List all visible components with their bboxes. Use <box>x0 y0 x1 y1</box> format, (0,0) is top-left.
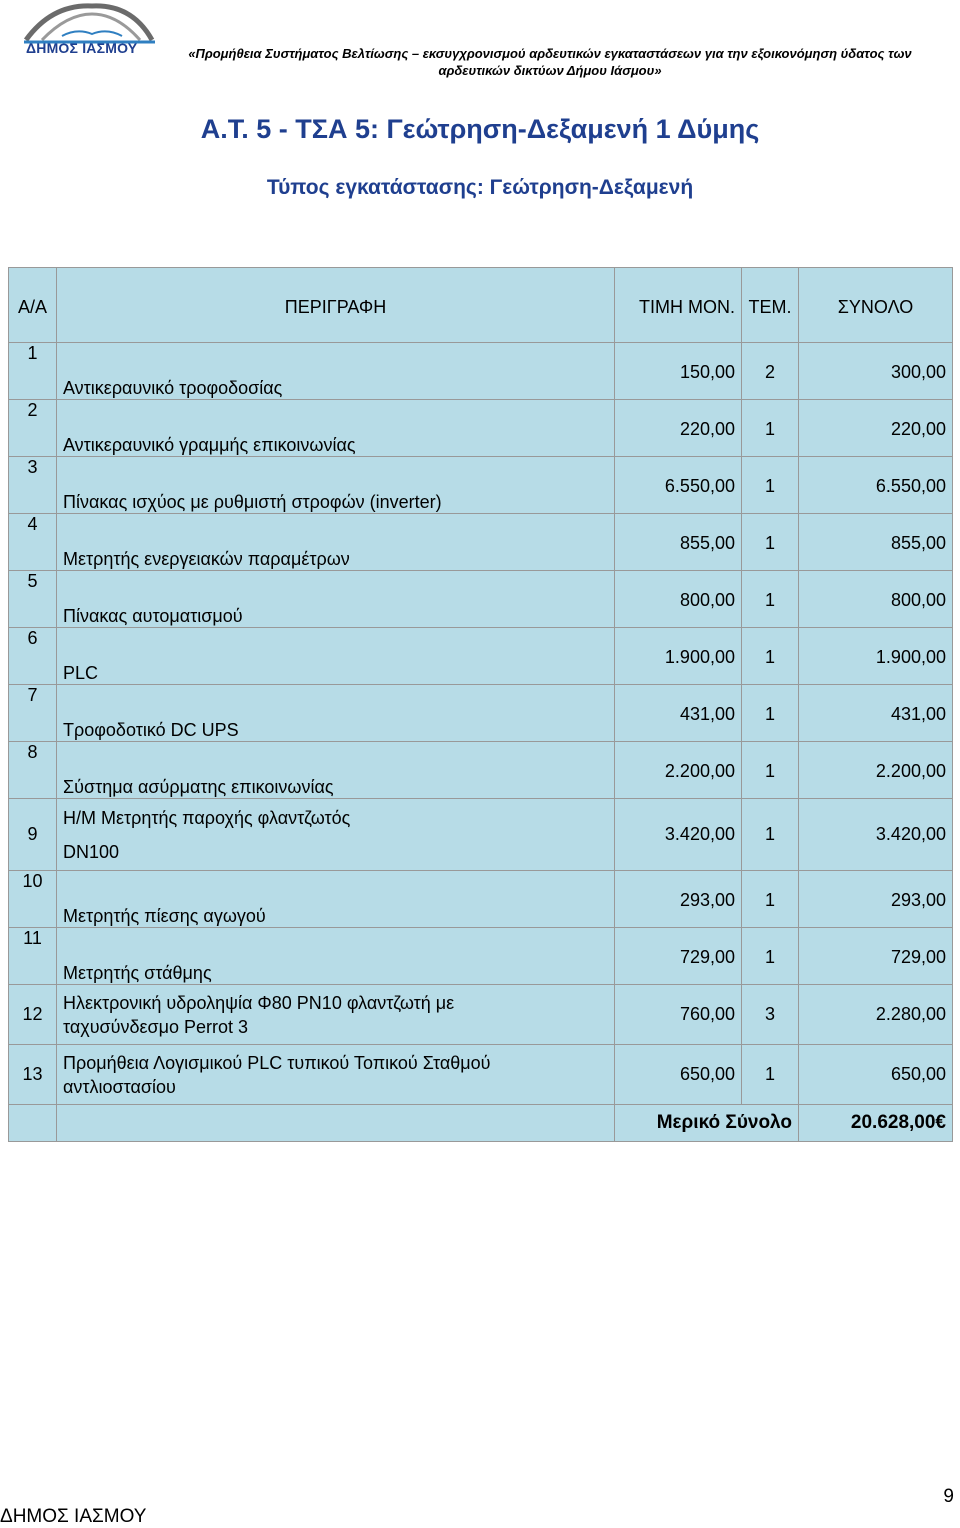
row-total: 729,00 <box>799 928 953 985</box>
row-qty: 1 <box>742 400 799 457</box>
row-description: Αντικεραυνικό τροφοδοσίας <box>57 343 615 400</box>
row-no: 7 <box>9 685 57 742</box>
row-unit-price: 6.550,00 <box>615 457 742 514</box>
row-description: Μετρητής ενεργειακών παραμέτρων <box>57 514 615 571</box>
row-total: 293,00 <box>799 871 953 928</box>
row-total: 855,00 <box>799 514 953 571</box>
row-unit-price: 431,00 <box>615 685 742 742</box>
row-description <box>57 1045 615 1105</box>
row-qty: 1 <box>742 871 799 928</box>
row-description: Πίνακας αυτοματισμού <box>57 571 615 628</box>
row-unit-price: 760,00 <box>615 985 742 1045</box>
row-qty: 1 <box>742 628 799 685</box>
cost-table <box>8 267 953 1142</box>
row-description: Πίνακας ισχύος με ρυθμιστή στροφών (inverter) <box>57 457 615 514</box>
row-description-line1: Η/Μ Μετρητής παροχής φλαντζωτός <box>63 807 351 828</box>
row-qty: 3 <box>742 985 799 1045</box>
row-description <box>57 985 615 1045</box>
row-description-line2: αντλιοστασίου <box>63 1076 176 1097</box>
table-row <box>9 928 953 985</box>
header-description: ΠΕΡΙΓΡΑΦΗ <box>57 268 615 343</box>
table-row <box>9 742 953 799</box>
row-description: Αντικεραυνικό γραμμής επικοινωνίας <box>57 400 615 457</box>
table-row <box>9 343 953 400</box>
row-qty: 1 <box>742 799 799 871</box>
bridge-logo-icon <box>22 0 157 44</box>
row-total: 1.900,00 <box>799 628 953 685</box>
row-total: 431,00 <box>799 685 953 742</box>
header-qty: ΤΕΜ. <box>742 268 799 343</box>
row-no: 12 <box>9 985 57 1045</box>
row-no: 1 <box>9 343 57 400</box>
row-no: 10 <box>9 871 57 928</box>
subtotal-row <box>9 1105 953 1142</box>
row-total: 3.420,00 <box>799 799 953 871</box>
row-description-line2: DN100 <box>63 841 120 862</box>
row-qty: 1 <box>742 457 799 514</box>
row-no: 5 <box>9 571 57 628</box>
table-row <box>9 400 953 457</box>
logo-text: ΔΗΜΟΣ ΙΑΣΜΟΥ <box>26 40 138 56</box>
table-row <box>9 871 953 928</box>
row-qty: 1 <box>742 928 799 985</box>
table-row <box>9 685 953 742</box>
document-subtitle: Τύπος εγκατάστασης: Γεώτρηση-Δεξαμενή <box>266 176 694 199</box>
row-no: 13 <box>9 1045 57 1105</box>
row-unit-price: 2.200,00 <box>615 742 742 799</box>
table-row <box>9 514 953 571</box>
row-no: 6 <box>9 628 57 685</box>
row-qty: 2 <box>742 343 799 400</box>
table-row <box>9 799 953 871</box>
row-qty: 1 <box>742 742 799 799</box>
row-description-line2: ταχυσύνδεσμο Perrot 3 <box>63 1016 249 1037</box>
row-no: 3 <box>9 457 57 514</box>
subtotal-blank <box>57 1105 615 1142</box>
subtotal-value: 20.628,00€ <box>799 1105 953 1142</box>
row-qty: 1 <box>742 514 799 571</box>
row-description: Τροφοδοτικό DC UPS <box>57 685 615 742</box>
row-description-line1: Ηλεκτρονική υδροληψία Φ80 ΡΝ10 φλαντζωτή με <box>63 992 455 1013</box>
row-unit-price: 3.420,00 <box>615 799 742 871</box>
row-description: PLC <box>57 628 615 685</box>
row-unit-price: 800,00 <box>615 571 742 628</box>
table-row <box>9 985 953 1045</box>
header-unit-price: ΤΙΜΗ ΜΟΝ. <box>615 268 742 343</box>
row-no: 9 <box>9 799 57 871</box>
header-title-line1: «Προμήθεια Συστήματος Βελτίωσης – εκσυγχρονισμού αρδευτικών εγκαταστάσεων για την εξοικονόμηση ύδατος των <box>188 46 912 61</box>
row-description: Μετρητής πίεσης αγωγού <box>57 871 615 928</box>
table-row <box>9 457 953 514</box>
row-unit-price: 220,00 <box>615 400 742 457</box>
row-no: 4 <box>9 514 57 571</box>
row-unit-price: 1.900,00 <box>615 628 742 685</box>
header-no: Α/Α <box>9 268 57 343</box>
header-title <box>150 45 950 79</box>
row-no: 8 <box>9 742 57 799</box>
subtotal-label: Μερικό Σύνολο <box>615 1105 799 1142</box>
row-total: 300,00 <box>799 343 953 400</box>
row-total: 2.280,00 <box>799 985 953 1045</box>
row-unit-price: 650,00 <box>615 1045 742 1105</box>
row-total: 2.200,00 <box>799 742 953 799</box>
row-unit-price: 729,00 <box>615 928 742 985</box>
row-total: 6.550,00 <box>799 457 953 514</box>
header-title-line2: αρδευτικών δικτύων Δήμου Ιάσμου» <box>438 63 662 78</box>
row-no: 11 <box>9 928 57 985</box>
row-total: 220,00 <box>799 400 953 457</box>
row-description <box>57 799 615 871</box>
page-number: 9 <box>943 1486 954 1507</box>
row-qty: 1 <box>742 685 799 742</box>
table-header-row <box>9 268 953 343</box>
row-unit-price: 293,00 <box>615 871 742 928</box>
row-total: 650,00 <box>799 1045 953 1105</box>
row-description-line1: Προμήθεια Λογισμικού PLC τυπικού Τοπικού Σταθμού <box>63 1052 491 1073</box>
row-unit-price: 855,00 <box>615 514 742 571</box>
table-row <box>9 1045 953 1105</box>
table-row <box>9 628 953 685</box>
row-unit-price: 150,00 <box>615 343 742 400</box>
row-total: 800,00 <box>799 571 953 628</box>
footer-municipality: ΔΗΜΟΣ ΙΑΣΜΟΥ <box>0 1506 147 1527</box>
row-qty: 1 <box>742 1045 799 1105</box>
row-qty: 1 <box>742 571 799 628</box>
document-title: Α.Τ. 5 - ΤΣΑ 5: Γεώτρηση-Δεξαμενή 1 Δύμης <box>200 114 760 144</box>
subtotal-blank <box>9 1105 57 1142</box>
table-row <box>9 571 953 628</box>
row-description: Σύστημα ασύρματης επικοινωνίας <box>57 742 615 799</box>
municipality-logo <box>22 0 157 62</box>
header-total: ΣΥΝΟΛΟ <box>799 268 953 343</box>
row-no: 2 <box>9 400 57 457</box>
row-description: Μετρητής στάθμης <box>57 928 615 985</box>
